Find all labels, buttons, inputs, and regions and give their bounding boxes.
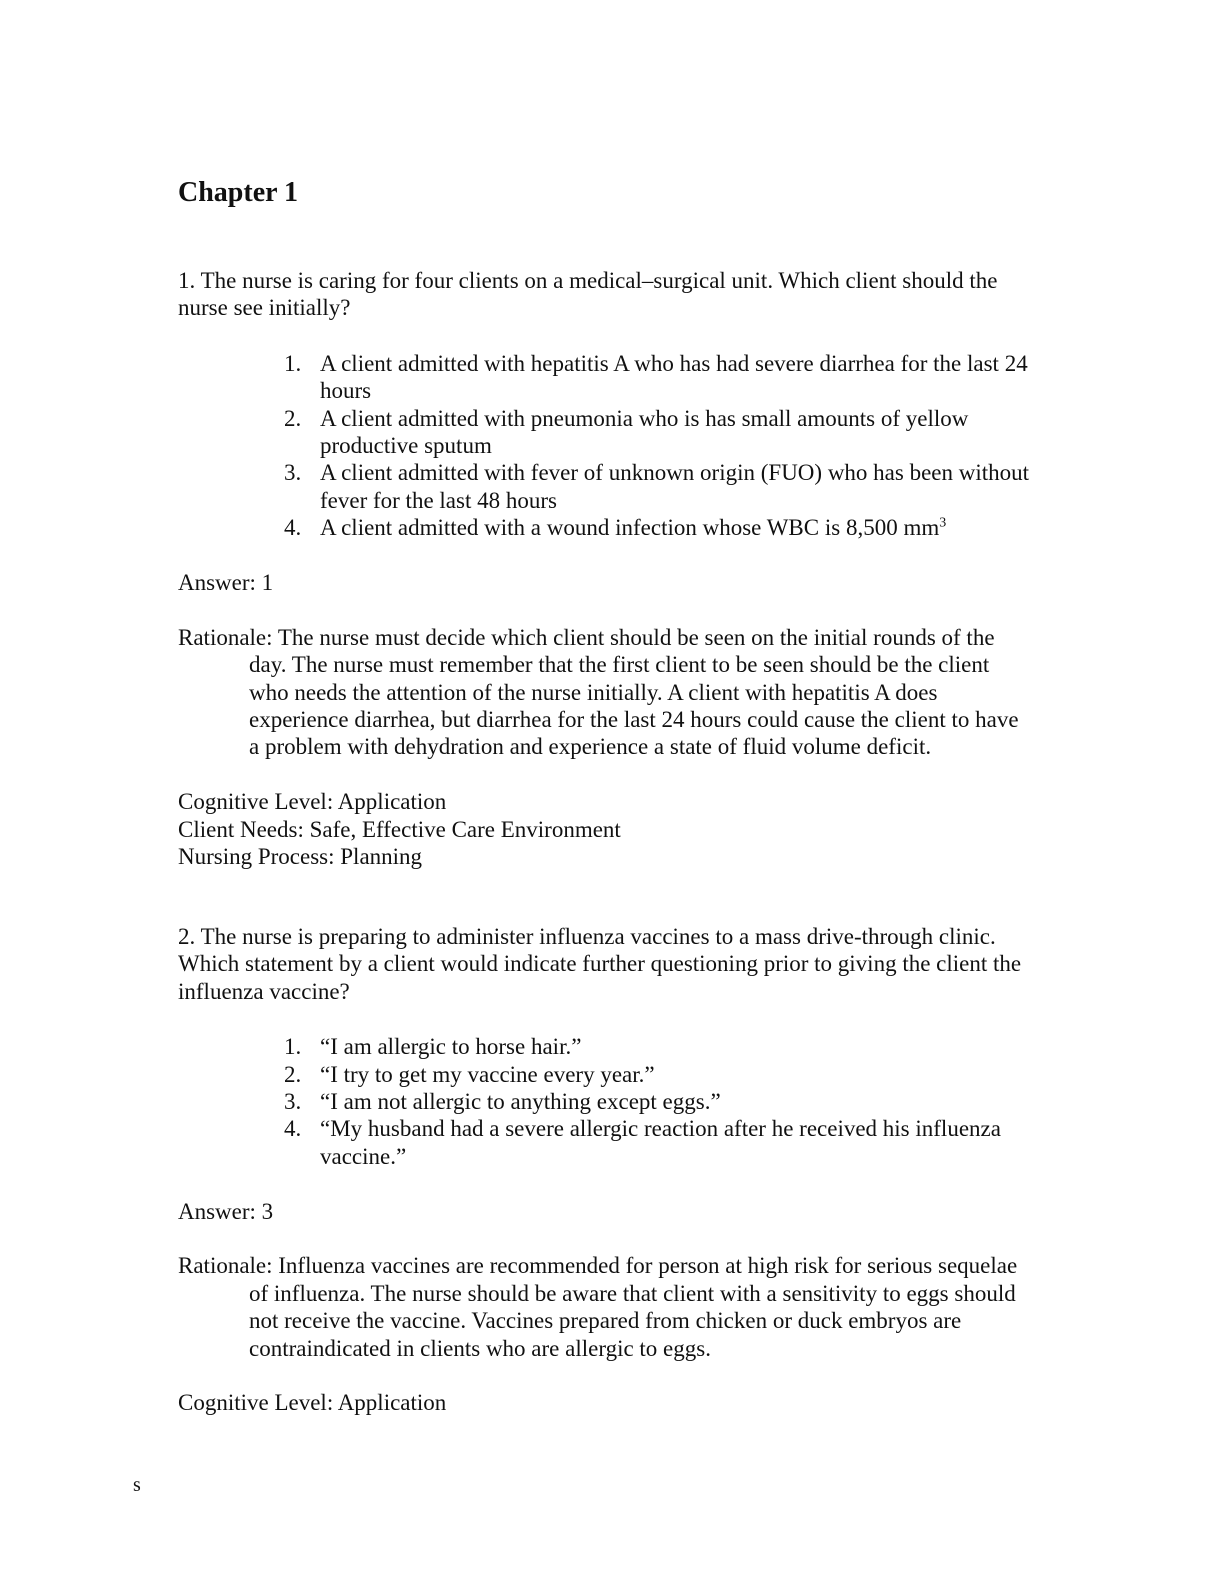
option-text: A client admitted with fever of unknown origin (FUO) who has been without fever for the last 48 hours bbox=[320, 460, 1030, 513]
option-item bbox=[178, 1061, 1040, 1088]
option-text: A client admitted with hepatitis A who has had severe diarrhea for the last 24 hours bbox=[320, 350, 1028, 404]
question-meta bbox=[178, 788, 1028, 870]
answer-options bbox=[178, 350, 1028, 542]
option-item bbox=[178, 350, 1040, 405]
option-number: 4. bbox=[284, 1116, 302, 1142]
question-stem: 1. The nurse is caring for four clients on a medical–surgical unit. Which client should the nurse see initially? bbox=[178, 268, 998, 321]
option-item bbox=[178, 1115, 1040, 1170]
question-1 bbox=[178, 267, 1028, 870]
client-needs: Client Needs: Safe, Effective Care Environment bbox=[178, 816, 621, 842]
option-number: 1. bbox=[284, 1034, 302, 1060]
option-text: “I try to get my vaccine every year.” bbox=[320, 1061, 655, 1087]
question-2 bbox=[178, 923, 1028, 1417]
option-text: A client admitted with pneumonia who is has small amounts of yellow productive sputum bbox=[320, 405, 969, 459]
answer-options bbox=[178, 1033, 1028, 1170]
option-number: 3. bbox=[284, 1089, 302, 1115]
option-number: 2. bbox=[284, 405, 302, 431]
superscript: 3 bbox=[939, 515, 947, 531]
option-item bbox=[178, 405, 1040, 460]
option-item bbox=[178, 514, 1040, 541]
option-item bbox=[178, 459, 1040, 514]
option-text: “I am not allergic to anything except eggs.” bbox=[320, 1089, 721, 1115]
option-text: A client admitted with a wound infection whose WBC is 8,500 mm bbox=[320, 515, 940, 541]
option-number: 4. bbox=[284, 515, 302, 541]
option-number: 1. bbox=[284, 350, 302, 376]
answer-line: Answer: 1 bbox=[178, 570, 274, 596]
question-meta bbox=[178, 1389, 1028, 1416]
option-item bbox=[178, 1033, 1040, 1060]
nursing-process: Nursing Process: Planning bbox=[178, 844, 423, 870]
answer-line: Answer: 3 bbox=[178, 1198, 274, 1224]
option-text: “My husband had a severe allergic reaction after he received his influenza vaccine.” bbox=[320, 1116, 1001, 1169]
cognitive-level: Cognitive Level: Application bbox=[178, 1390, 447, 1416]
option-text: “I am allergic to horse hair.” bbox=[320, 1034, 582, 1060]
rationale: Rationale: The nurse must decide which client should be seen on the initial rounds of the day. The nurse must remember that the first client to be seen should be the client who needs the attention of the nurse initially. A client with hepatitis A does experience diarrhea, but diarrhea for the last 24 hours could cause the client to have a problem with dehydration and experience a state of fluid volume deficit. bbox=[178, 624, 1019, 760]
option-number: 3. bbox=[284, 460, 302, 486]
option-item bbox=[178, 1088, 1040, 1115]
chapter-title: Chapter 1 bbox=[178, 177, 299, 208]
rationale: Rationale: Influenza vaccines are recommended for person at high risk for serious sequelae of influenza. The nurse should be aware that client with a sensitivity to eggs should not receive the vaccine. Vaccines prepared from chicken or duck embryos are contraindicated in clients who are allergic to eggs. bbox=[178, 1253, 1018, 1361]
cognitive-level: Cognitive Level: Application bbox=[178, 789, 447, 815]
footer-mark: s bbox=[133, 1474, 141, 1496]
option-number: 2. bbox=[284, 1061, 302, 1087]
question-stem: 2. The nurse is preparing to administer influenza vaccines to a mass drive-through clinic. Which statement by a client would indicate further questioning prior to giving the client the influenza vaccine? bbox=[178, 924, 1022, 1004]
